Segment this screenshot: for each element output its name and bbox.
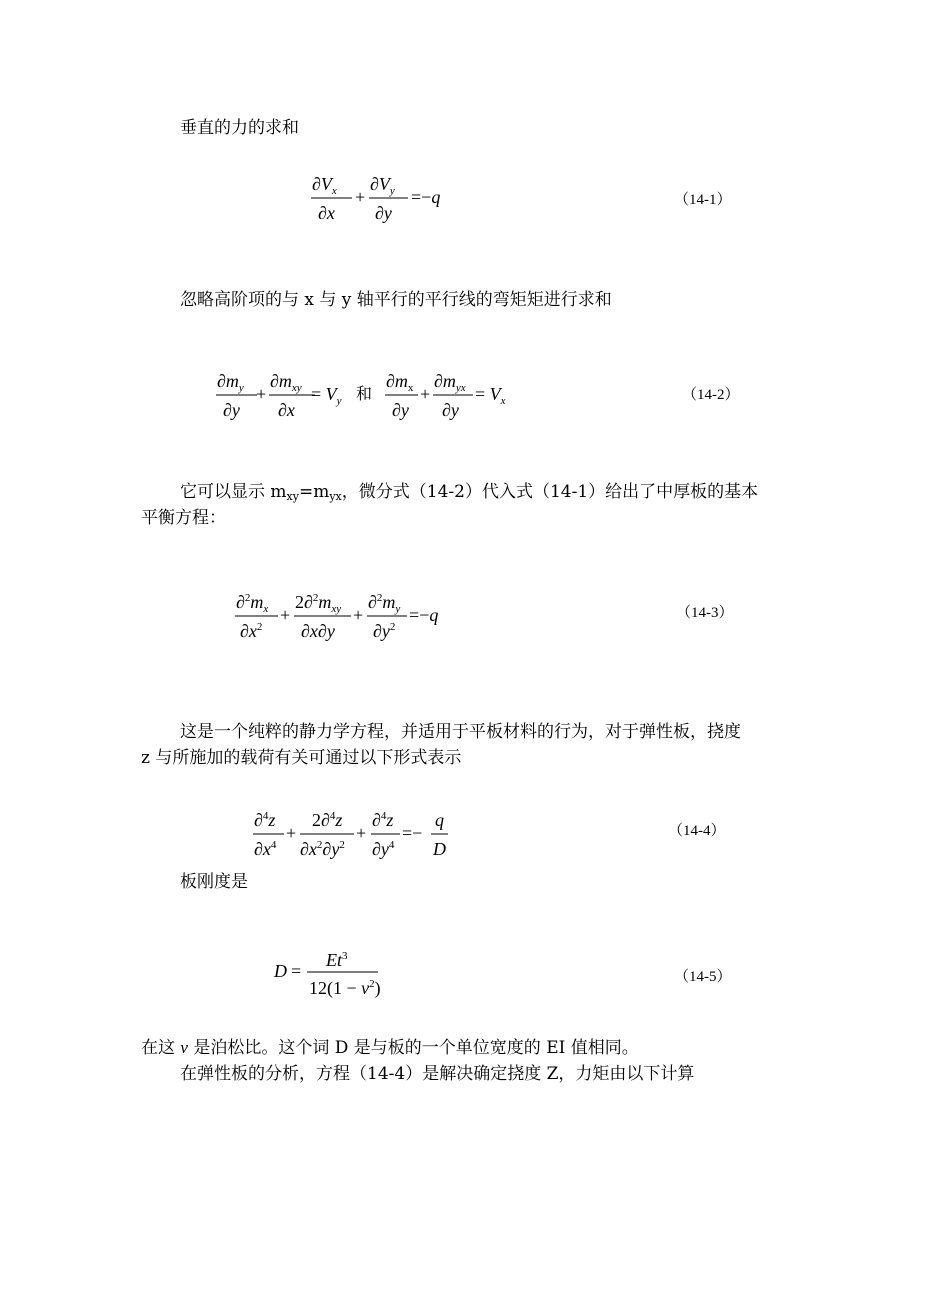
- svg-text:∂x2∂y2: $\partial x^2\partial y^2$: [300, 839, 345, 859]
- paragraph-substitution-suffix: ，微分式（14-2）代入式（14-1）给出了中厚板的基本: [341, 482, 759, 502]
- svg-text:∂x4: $\partial x^4$: [254, 839, 277, 859]
- paragraph-statics-line2: z 与所施加的载荷有关可通过以下形式表示: [141, 748, 462, 768]
- svg-text:∂Vy: $\partial V_y$: [370, 174, 395, 197]
- svg-text:∂y2: $\partial y^2$: [373, 621, 396, 641]
- equation-14-1: [308, 168, 448, 230]
- paragraph-plate-stiffness: 板刚度是: [180, 872, 248, 892]
- paragraph-poisson-ratio: [141, 1038, 639, 1058]
- svg-text:=: =: [291, 961, 302, 981]
- svg-text:∂x2: $\partial x^2$: [240, 621, 263, 641]
- equation-number-14-1: （14-1）: [674, 192, 732, 208]
- svg-text:∂y: ∂y: [392, 400, 409, 420]
- svg-text:=−: =−: [402, 823, 423, 843]
- svg-text:∂Vx: $\partial V_x$: [312, 174, 337, 197]
- poisson-suffix: 是泊松比。这个词 D 是与板的一个单位宽度的 EI 值相同。: [187, 1038, 639, 1058]
- paragraph-substitution-line2: 平衡方程：: [141, 508, 226, 528]
- paragraph-vertical-force-sum: 垂直的力的求和: [180, 118, 299, 138]
- equation-14-3: [232, 586, 462, 648]
- svg-text:∂y: ∂y: [375, 203, 392, 223]
- svg-text:∂x: ∂x: [318, 203, 335, 223]
- paragraph-substitution-prefix: 它可以显示 m: [180, 482, 287, 502]
- equation-number-14-2: （14-2）: [682, 387, 740, 403]
- svg-text:=−q: =−q: [409, 605, 439, 625]
- equation-14-2: [215, 365, 515, 427]
- paragraph-moment-sum: 忽略高阶项的与 x 与 y 轴平行的平行线的弯矩矩进行求和: [180, 290, 612, 310]
- svg-text:Et3: Et$^3$: [326, 950, 348, 970]
- svg-text:∂y: ∂y: [442, 400, 459, 420]
- svg-text:∂y: ∂y: [223, 400, 240, 420]
- paragraph-statics: 这是一个纯粹的静力学方程，并适用于平板材料的行为，对于弹性板，挠度: [180, 722, 741, 742]
- svg-text:+: +: [286, 823, 297, 843]
- svg-text:= Vx: = $V_x$: [475, 384, 506, 407]
- svg-text:∂mx: $\partial m_x$: [386, 371, 414, 394]
- svg-text:+: +: [355, 187, 366, 207]
- svg-text:∂4z: ∂$^4$z: [372, 810, 394, 830]
- equation-number-14-5: （14-5）: [674, 969, 732, 985]
- equals-m: =m: [298, 482, 330, 502]
- svg-text:+: +: [356, 823, 367, 843]
- svg-text:= Vy: = $V_y$: [311, 384, 342, 407]
- svg-text:+: +: [256, 384, 267, 404]
- equation-number-14-4: （14-4）: [668, 823, 726, 839]
- paragraph-substitution: [180, 482, 758, 507]
- svg-text:∂2mx: $\partial^2m_x$: [236, 592, 269, 615]
- svg-text:∂x: ∂x: [278, 400, 295, 420]
- svg-text:2∂4z: 2∂$^4$z: [312, 810, 343, 830]
- svg-text:∂my: $\partial m_y$: [217, 371, 244, 394]
- svg-text:D: D: [274, 961, 287, 981]
- equation-14-4: [250, 804, 460, 866]
- svg-text:∂myx: $\partial m_{yx}$: [434, 371, 466, 394]
- subscript-yx: yx: [329, 490, 342, 503]
- svg-text:∂2my: $\partial^2m_y$: [368, 592, 401, 615]
- equation-number-14-3: （14-3）: [676, 605, 734, 621]
- svg-text:12(1 − v2): $12(1 - v^2)$: [309, 978, 381, 998]
- svg-text:D: D: [433, 839, 446, 859]
- svg-text:∂4z: ∂$^4$z: [254, 810, 276, 830]
- svg-text:=−q: =−q: [411, 187, 441, 207]
- poisson-prefix: 在这: [141, 1038, 181, 1058]
- equation-connector: 和: [356, 386, 373, 403]
- svg-text:q: q: [435, 810, 444, 830]
- svg-text:+: +: [280, 605, 291, 625]
- svg-text:2∂2mxy: $2\partial^2m_{xy}$: [295, 592, 342, 615]
- paragraph-elastic-analysis: 在弹性板的分析，方程（14-4）是解决确定挠度 Z，力矩由以下计算: [180, 1064, 695, 1084]
- svg-text:+: +: [353, 605, 364, 625]
- poisson-variable: v: [180, 1038, 188, 1057]
- svg-text:∂x∂y: ∂x∂y: [301, 621, 335, 641]
- svg-text:+: +: [420, 384, 431, 404]
- equation-14-5: [274, 948, 394, 1004]
- svg-text:∂y4: $\partial y^4$: [372, 839, 395, 859]
- svg-text:∂mxy: $\partial m_{xy}$: [270, 371, 302, 394]
- subscript-xy: xy: [286, 490, 299, 503]
